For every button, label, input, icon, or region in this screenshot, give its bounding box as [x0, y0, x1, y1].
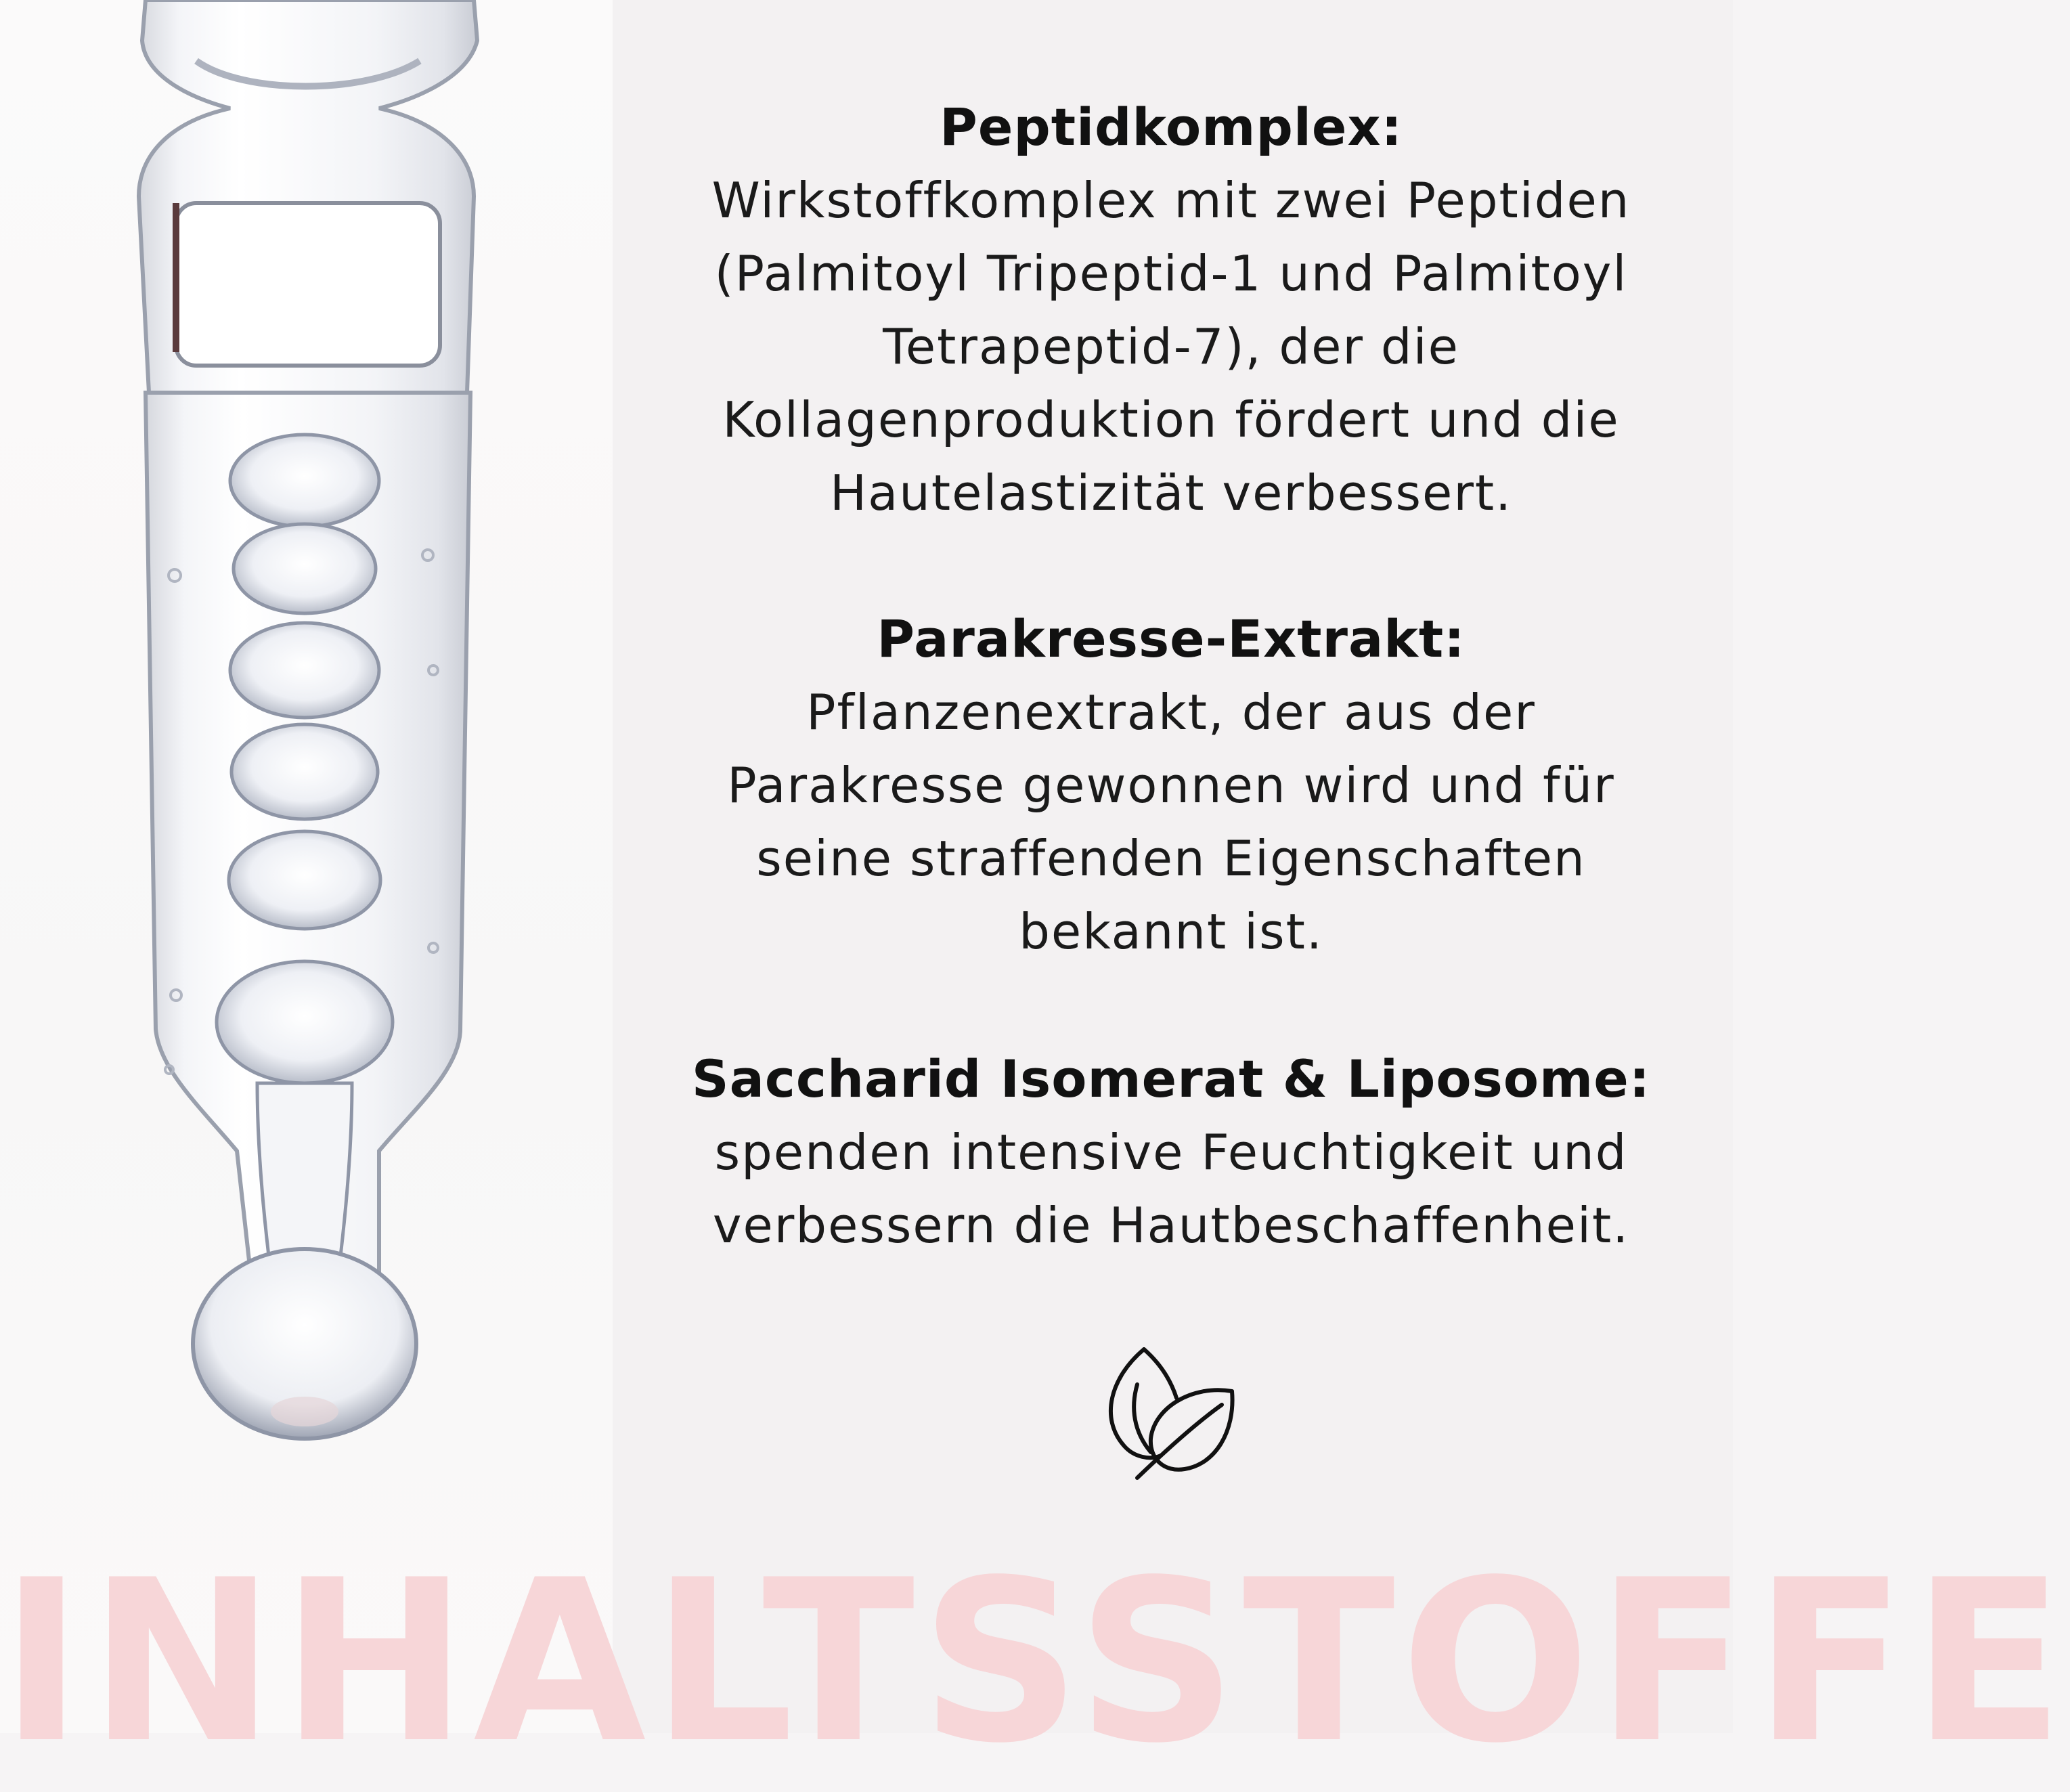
section-description [636, 676, 1706, 968]
description-line: Pflanzenextrakt, der aus der [806, 684, 1536, 741]
section-description [636, 1116, 1706, 1262]
description-line: (Palmitoyl Tripeptid-1 und Palmitoyl [714, 245, 1628, 302]
section-parakresse-extrakt [636, 603, 1706, 968]
section-description [636, 164, 1706, 529]
description-line: seine straffenden Eigenschaften [756, 830, 1586, 887]
description-line: Tetrapeptid-7), der die [883, 318, 1459, 375]
section-heading: Peptidkomplex: [940, 97, 1403, 157]
leaf-icon [1097, 1344, 1239, 1479]
pipette-image [0, 0, 613, 1489]
description-line: Wirkstoffkomplex mit zwei Peptiden [711, 172, 1631, 229]
section-peptidkomplex [636, 91, 1706, 529]
description-line: verbessern die Hautbeschaffenheit. [712, 1197, 1630, 1254]
description-line: spenden intensive Feuchtigkeit und [714, 1124, 1628, 1181]
watermark-title: INHALTSSTOFFE [0, 1532, 2070, 1792]
description-line: bekannt ist. [1019, 903, 1323, 960]
section-saccharid-isomerat [636, 1043, 1706, 1262]
section-heading: Parakresse-Extrakt: [877, 609, 1466, 669]
description-line: Kollagenproduktion fördert und die [722, 391, 1620, 448]
description-line: Parakresse gewonnen wird und für [727, 757, 1615, 814]
description-line: Hautelastizität verbessert. [829, 464, 1513, 521]
section-heading: Saccharid Isomerat & Liposome: [691, 1049, 1651, 1109]
